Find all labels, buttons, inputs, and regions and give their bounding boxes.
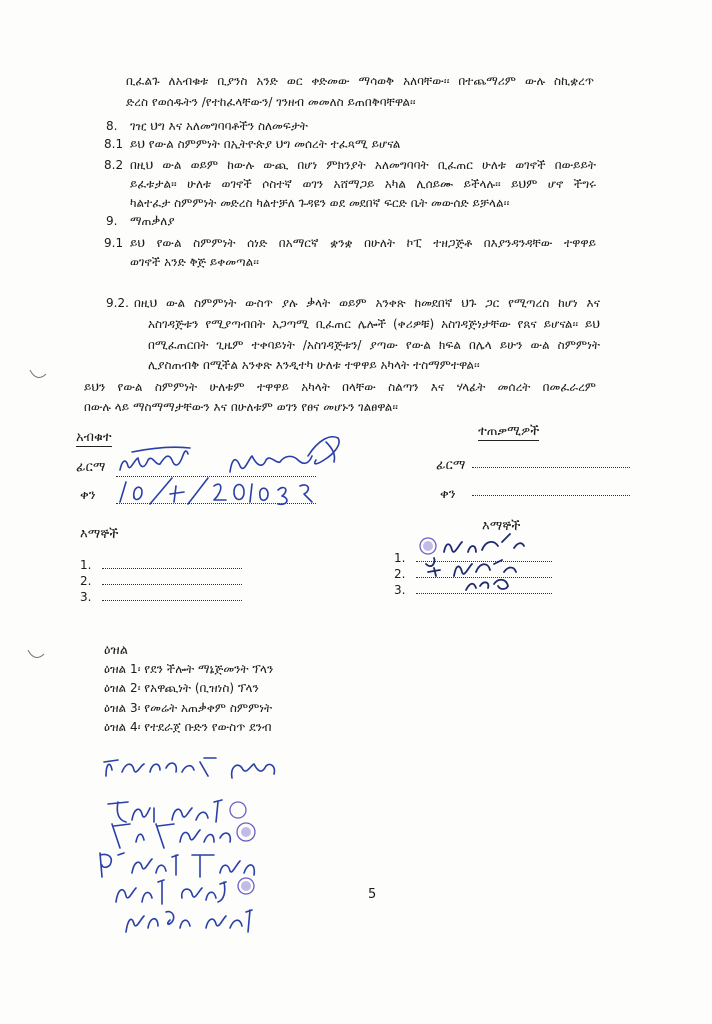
annex-item-3: ዕዝል 3፡ የመሬት አጠቃቀም ስምምነት [104,701,273,715]
section-9-1-line-2: ወገኖች አንድ ቅጅ ይቀመጣል፡፡ [130,255,259,269]
section-8-2-line-3: ካልተፈታ ስምምነት መድረስ ካልተቻለ ጉዳዩን ወደ መደበኛ ፍርድ ቤት መውሰድ ይቻላል፡፡ [130,196,510,210]
section-9-2-line-1: በዚህ ውል ስምምነት ውስጥ ያሉ ቃላት ወይም አንቀጽ ከመደበኛ ህጉ ጋር የሚጣረስ ከሆነ እና [134,296,600,310]
left-witness-number-1: 1. [80,558,92,572]
annex-item-2: ዕዝል 2፡ የአዋጪነት (ቢዝነስ) ፕላን [104,681,259,695]
left-witness-line-2 [102,584,242,585]
closing-line-2: በውሉ ላይ ማስማማታቸውን እና በሁለቱም ወገን የፀና መሆኑን ገልፀዋል፡፡ [84,400,398,414]
section-8-2-line-2: ይፈቱታል፡፡ ሁለቱ ወገኖች ሶስተኛ ወገን አሸማጋይ አካል ሊሰይሙ ይችላሉ፡፡ ይህም ሆኖ ችግሩ [130,177,596,191]
section-9-number: 9. [106,214,118,228]
section-9-2-number: 9.2. [106,296,129,310]
right-date-line [472,495,630,496]
handwritten-date-icon [112,472,332,512]
right-sign-line [472,467,630,468]
left-party-heading: አብቁተ [76,430,112,445]
section-8-1-number: 8.1 [104,137,124,151]
section-9-2-line-4: ሊያስጠብቅ በሚችል አንቀጽ እንዲተካ ሁለቱ ተዋዋይ አካላት ተስማምተዋል፡፡ [148,358,480,372]
left-witness-number-3: 3. [80,590,92,604]
annex-item-4: ዕዝል 4፡ የተደራጀ ቡድን የውስጥ ደንብ [104,720,272,734]
section-9-1-number: 9.1 [104,236,124,250]
left-witness-line-3 [102,600,242,601]
section-8-2-line-1: በዚህ ውል ወይም ከውሉ ውጪ በሆነ ምክንያት አለመግባባት ቢፈጠር ሁለቱ ወገኖች በውይይት [130,158,596,172]
left-date-label: ቀን [80,488,96,503]
scan-mark-icon [28,368,48,382]
section-9-2-line-2: አስገዳጅቱን የሚያጣብበት አጋጣሚ ቢፈጠር ሌሎች (ቀሪዎቹ) አስገዳጅነታቸው የጸና ይሆናል፡፡ ይህ [148,317,600,331]
section-9-1-line-1: ይህ የውል ስምምነት ሰነድ በአማርኛ ቋንቋ በሁለት ኮፒ ተዘጋጅቶ በእያንዳንዳቸው ተዋዋይ [130,236,596,250]
page-number: 5 [368,887,377,902]
scan-mark-icon-2 [26,648,46,662]
right-witnesses-label: እማኞች [482,519,521,534]
section-9-title: ማጠቃለያ [130,214,175,228]
section-8-2-number: 8.2 [104,158,124,172]
section-8-1-text: ይህ የውል ስምምነት በኢትዮጵያ ህግ መሰረት ተፈጻሚ ይሆናል [130,137,401,151]
intro-line-1: ቢፈልጉ ለአብቁቱ ቢያንስ አንድ ወር ቀድመው ማሳወቅ አለባቸው፡፡ በተጨማሪም ውሉ ስኪቋረጥ [126,74,594,88]
left-witness-line-1 [102,568,242,569]
witness-signatures-icon [414,528,544,598]
right-date-label: ቀን [440,487,456,502]
section-9-2-line-3: በሚፈጠርበት ጊዜም ተቀባይነት /አስገዳጅቱን/ ያጣው የውል ክፍል በሌላ ይሁን ውል ስምምነት [148,338,600,352]
right-witness-number-3: 3. [394,583,406,597]
right-party-heading: ተጠቃሚዎች [478,424,540,439]
annex-item-1: ዕዝል 1፡ የደን ችሎት ማኔጅመንት ፕላን [104,662,274,676]
left-witness-number-2: 2. [80,574,92,588]
right-witness-number-1: 1. [394,551,406,565]
handwritten-note-line-1 [96,748,296,782]
right-sign-label: ፊርማ [436,458,466,473]
closing-line-1: ይህን የውል ስምምነት ሁለቱም ተዋዋይ አካላት በላቸው ስልጣን እና ሃላፊት መሰረት በመፈራረም [84,380,596,394]
annex-title: ዕዝል [104,643,129,658]
intro-line-2: ድረስ የወሰዱትን /የተከፈላቸውን/ ገንዘብ መመለስ ይጠበቅባቸዋል፡፡ [126,95,416,109]
right-witness-number-2: 2. [394,567,406,581]
left-witnesses-label: እማኞች [80,527,119,542]
left-sign-label: ፊርማ [76,460,106,475]
section-8-number: 8. [106,119,118,133]
handwritten-note-line-6 [118,898,278,938]
section-8-title: ገዢ ህግ እና አለመግባባቶችን ስለመፍታት [130,119,308,133]
